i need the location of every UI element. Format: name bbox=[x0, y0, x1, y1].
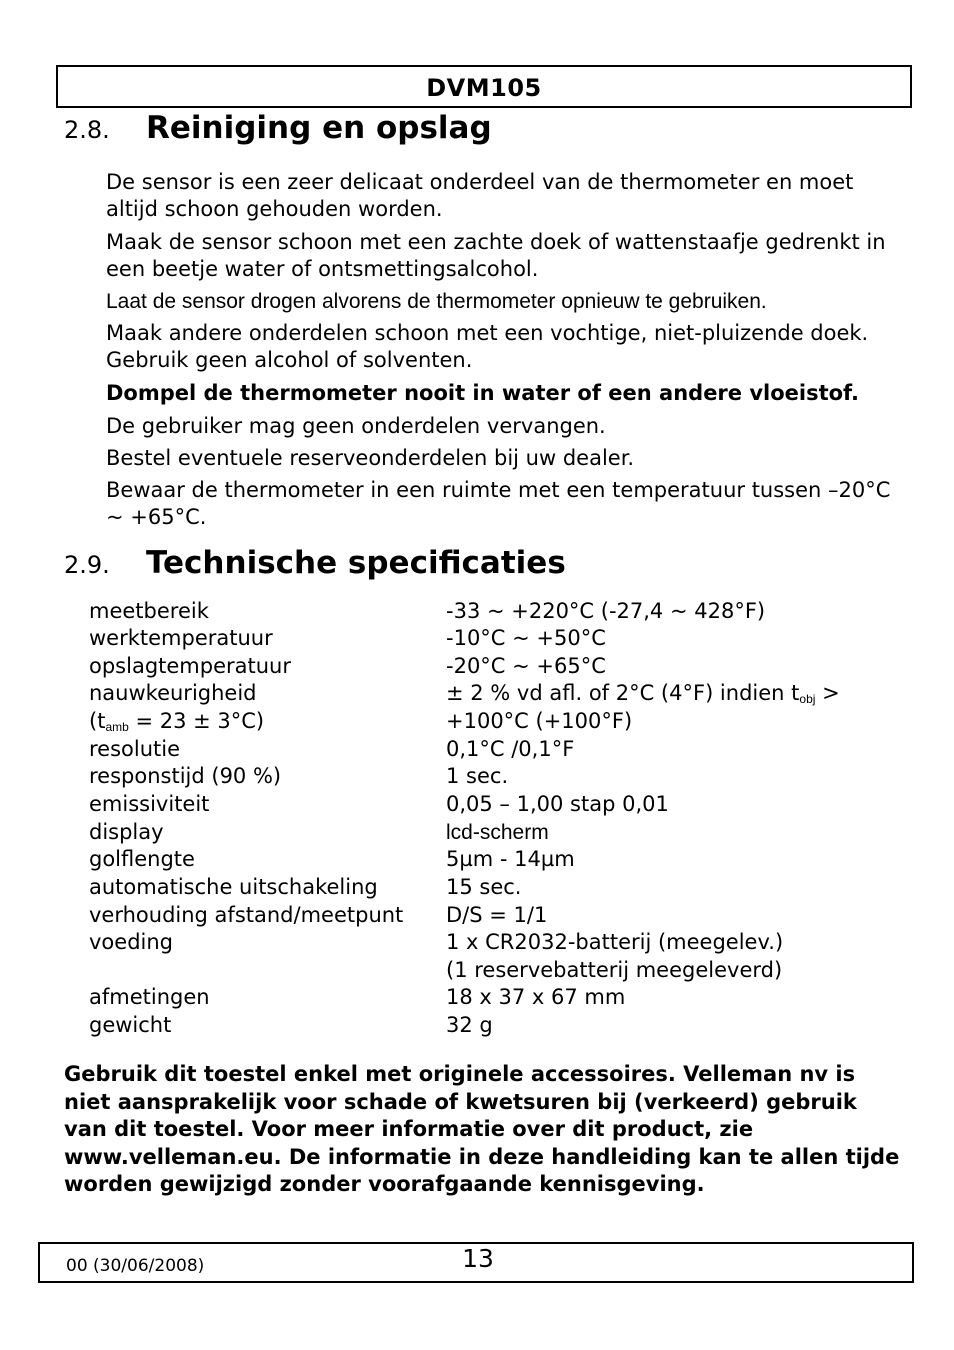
spec-row bbox=[89, 846, 919, 873]
spec-label: $(t_{amb} = 23 \pm 3^\circ C)$ bbox=[89, 709, 265, 734]
spec-value: (1 reservebatterij meegeleverd) bbox=[446, 958, 783, 982]
footer-version: 00 (30/06/2008) bbox=[66, 1256, 205, 1276]
spec-row bbox=[89, 819, 919, 846]
spec-row bbox=[89, 984, 919, 1011]
spec-row bbox=[89, 763, 919, 790]
spec-value: 0,05 – 1,00 stap 0,01 bbox=[446, 792, 669, 816]
section-heading-cleaning bbox=[64, 110, 492, 146]
spec-value: 18 x 37 x 67 mm bbox=[446, 985, 626, 1009]
header-title: DVM105 bbox=[426, 74, 542, 102]
spec-label: emissiviteit bbox=[89, 792, 210, 816]
spec-row bbox=[89, 708, 919, 735]
paragraph: Bewaar de thermometer in een ruimte met een temperatuur tussen –20°C ~ +65°C. bbox=[106, 478, 891, 529]
spec-label: gewicht bbox=[89, 1013, 172, 1037]
spec-row bbox=[89, 874, 919, 901]
spec-row bbox=[89, 653, 919, 680]
spec-row bbox=[89, 929, 919, 956]
warning-paragraph: Dompel de thermometer nooit in water of een andere vloeistof. bbox=[106, 381, 860, 405]
paragraph: De gebruiker mag geen onderdelen vervangen. bbox=[106, 414, 606, 438]
spec-label: meetbereik bbox=[89, 599, 209, 623]
spec-row bbox=[89, 598, 919, 625]
spec-label: golflengte bbox=[89, 847, 195, 871]
spec-label: display bbox=[89, 820, 164, 844]
spec-label: afmetingen bbox=[89, 985, 210, 1009]
spec-value: -10°C ~ +50°C bbox=[446, 626, 606, 650]
spec-row bbox=[89, 680, 919, 707]
spec-value: 32 g bbox=[446, 1013, 493, 1037]
spec-label: verhouding afstand/meetpunt bbox=[89, 903, 404, 927]
spec-value: 15 sec. bbox=[446, 875, 522, 899]
spec-row bbox=[89, 957, 919, 984]
spec-label: opslagtemperatuur bbox=[89, 654, 292, 678]
spec-value: -20°C ~ +65°C bbox=[446, 654, 606, 678]
spec-row bbox=[89, 1012, 919, 1039]
disclaimer-text: Gebruik dit toestel enkel met originele accessoires. Velleman nv is niet aansprakelijk voor schade of kwetsuren bij (verkeerd) gebruik van dit toestel. Voor meer informatie over dit product, zie www.velleman.eu. De informatie in deze handleiding kan te allen tijde worden gewijzigd zonder voorafgaande kennisgeving. bbox=[64, 1062, 900, 1197]
footer-box bbox=[38, 1242, 914, 1283]
section-heading-specs bbox=[64, 545, 566, 581]
spec-label: nauwkeurigheid bbox=[89, 681, 257, 705]
spec-row bbox=[89, 902, 919, 929]
spec-row bbox=[89, 791, 919, 818]
section-number: 2.8. bbox=[64, 116, 110, 144]
section-number: 2.9. bbox=[64, 551, 110, 579]
spec-value: 0,1°C /0,1°F bbox=[446, 737, 575, 761]
spec-label: voeding bbox=[89, 930, 173, 954]
spec-label: responstijd (90 %) bbox=[89, 764, 282, 788]
paragraph: De sensor is een zeer delicaat onderdeel van de thermometer en moet altijd schoon gehouden worden. bbox=[106, 170, 854, 221]
spec-row bbox=[89, 736, 919, 763]
spec-row bbox=[89, 625, 919, 652]
paragraph: Maak andere onderdelen schoon met een vochtige, niet-pluizende doek. Gebruik geen alcohol of solventen. bbox=[106, 321, 869, 372]
section-title: Reiniging en opslag bbox=[146, 110, 492, 146]
spec-value: ± 2 % vd afl. of 2°C (4°F) indien $t_{obj}$ > bbox=[446, 681, 840, 706]
spec-label: resolutie bbox=[89, 737, 181, 761]
spec-value: 1 x CR2032-batterij (meegelev.) bbox=[446, 930, 784, 954]
spec-value: lcd-scherm bbox=[446, 821, 549, 844]
spec-value: D/S = 1/1 bbox=[446, 903, 548, 927]
spec-value: 1 sec. bbox=[446, 764, 509, 788]
paragraph: Laat de sensor drogen alvorens de thermometer opnieuw te gebruiken. bbox=[106, 290, 767, 313]
page-number: 13 bbox=[462, 1244, 494, 1273]
section-title: Technische specificaties bbox=[146, 545, 566, 581]
spec-value: -33 ~ +220°C (-27,4 ~ 428°F) bbox=[446, 599, 766, 623]
spec-label: automatische uitschakeling bbox=[89, 875, 378, 899]
spec-value: +100°C (+100°F) bbox=[446, 709, 633, 733]
paragraph: Bestel eventuele reserveonderdelen bij uw dealer. bbox=[106, 446, 635, 470]
spec-value: 5µm - 14µm bbox=[446, 847, 575, 871]
header-title-box bbox=[56, 65, 912, 108]
spec-label: werktemperatuur bbox=[89, 626, 273, 650]
paragraph: Maak de sensor schoon met een zachte doek of wattenstaafje gedrenkt in een beetje water of ontsmettingsalcohol. bbox=[106, 230, 886, 281]
